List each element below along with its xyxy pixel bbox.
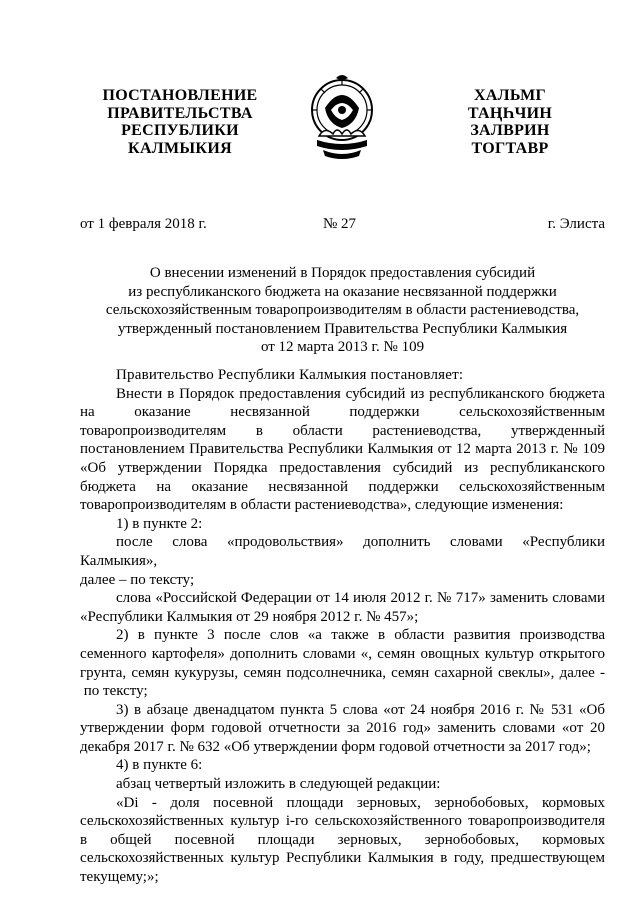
body-line: сельскохозяйственных культур i-го сельскохозяйственного товаропроизводителя [80, 813, 605, 830]
body-line: в общей посевной площади зерновых, зернобобовых, кормовых [80, 831, 605, 848]
body-line: Внести в Порядок предоставления субсидий из республиканского бюджета [116, 385, 605, 402]
body-line: после слова «продовольствия» дополнить словами «Республики Калмыкия», [80, 534, 605, 569]
body-line: слова «Российской Федерации от 14 июля 2012 г. № 717» заменить словами [116, 590, 605, 607]
body-line: товаропроизводителям в области растениеводства, утвержденный [80, 422, 605, 439]
body-line: сельскохозяйственных культур Республики Калмыкия в году, предшествующем [80, 850, 605, 867]
body-line: абзац четвертый изложить в следующей редакции: [116, 776, 441, 793]
document-title [80, 264, 605, 357]
header-left-line: ПОСТАНОВЛЕНИЕ [102, 87, 258, 104]
document-date: от 1 февраля 2018 г. [80, 216, 207, 232]
title-line: сельскохозяйственным товаропроизводителям в области растениеводства, [105, 302, 580, 318]
title-line: от 12 марта 2013 г. № 109 [260, 339, 425, 355]
header-right-line: ТОГТАВР [471, 139, 549, 157]
header-left-line: ПРАВИТЕЛЬСТВА [107, 104, 253, 122]
header-right-line: ХАЛЬМГ [473, 87, 547, 104]
body-line: 4) в пункте 6: [116, 757, 203, 774]
body-line: на оказание несвязанной поддержки сельскохозяйственным [80, 404, 605, 421]
body-line: 1) в пункте 2: [116, 515, 203, 532]
body-line: бюджета на оказание несвязанной поддержки сельскохозяйственным [80, 478, 605, 495]
body-line: «Di - доля посевной площади зерновых, зернобобовых, кормовых [116, 794, 605, 811]
body-line: грунта, семян кукурузы, семян подсолнечника, семян сахарной свеклы», далее - [80, 664, 605, 681]
header-right-title [435, 87, 585, 157]
body-line: товаропроизводителям в области растениеводства», следующие изменения: [80, 497, 564, 514]
coat-of-arms-kalmykia-icon [309, 74, 375, 162]
body-line: «Республики Калмыкия от 29 ноября 2012 г. № 457»; [80, 608, 419, 625]
document-number: № 27 [323, 216, 357, 232]
document-city: г. Элиста [547, 216, 605, 232]
body-line: утверждении форм годовой отчетности за 2016 год» заменить словами «от 20 [80, 720, 605, 737]
body-line: далее – по тексту; [80, 571, 195, 588]
title-line: утвержденный постановлением Правительства Республики Калмыкия [117, 320, 568, 337]
body-line: постановлением Правительства Республики Калмыкия от 12 марта 2013 г. № 109 [80, 441, 605, 458]
header-right-line: ЗАЛВРИН [470, 122, 550, 139]
header-right-line: ТАҢҺЧИН [467, 104, 553, 122]
body-line: 3) в абзаце двенадцатом пункта 5 слова «от 24 ноября 2016 г. № 531 «Об [116, 701, 605, 718]
body-line: декабря 2017 г. № 632 «Об утверждении форм годовой отчетности за 2017 год»; [80, 738, 591, 755]
header-left-title [80, 87, 280, 157]
body-line: 2) в пункте 3 после слов «а также в области развития производства [116, 627, 605, 644]
body-line: по тексту; [80, 683, 148, 700]
title-line: из республиканского бюджета на оказание несвязанной поддержки [128, 283, 557, 300]
header-left-line: РЕСПУБЛИКИ [121, 122, 239, 139]
document-body [80, 366, 605, 887]
body-line: «Об утверждении Порядка предоставления субсидий из республиканского [80, 459, 605, 476]
body-line: Правительство Республики Калмыкия постановляет: [116, 367, 464, 383]
body-line: текущему;»; [80, 869, 159, 886]
body-line: семенного картофеля» дополнить словами «, семян овощных культур открытого [80, 645, 605, 662]
title-line: О внесении изменений в Порядок предоставления субсидий [149, 265, 536, 281]
header-left-line: КАЛМЫКИЯ [128, 139, 232, 157]
